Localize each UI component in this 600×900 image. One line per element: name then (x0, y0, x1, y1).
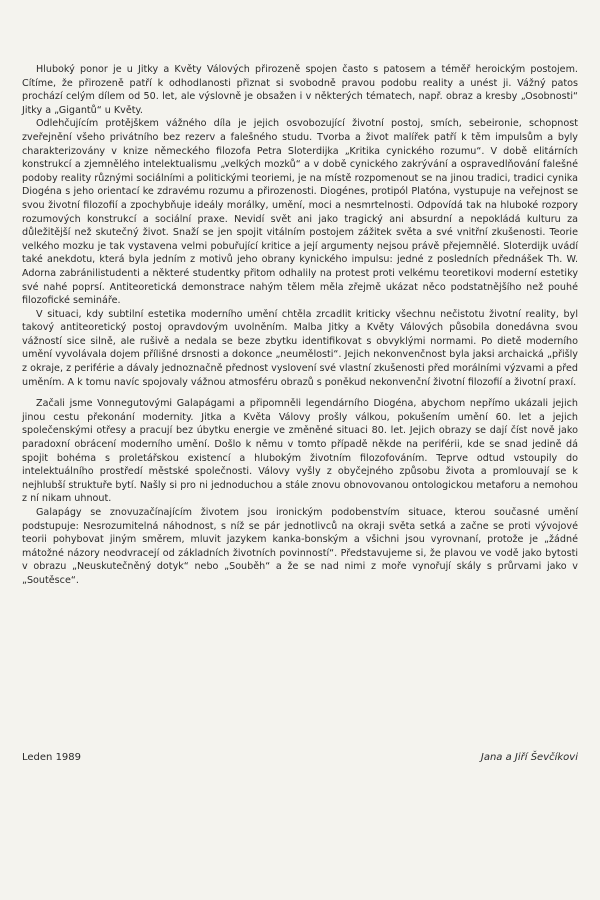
essay-body (22, 63, 578, 588)
paragraph-1: Hluboký ponor je u Jitky a Květy Válových přirozeně spojen často s patosem a téměř heroickým postojem. Cítíme, že přirozeně patří k odhodlanosti přiznat si svobodně pravou podobu reality a unést ji. Vážný patos prochází celým dílem od 50. let, ale výslovně je obsažen i v některých tématech, např. obraz a kresby „Osobnosti“ Jitky a „Gigantů“ u Květy. (22, 64, 578, 116)
paragraph-3: V situaci, kdy subtilní estetika moderního umění chtěla zrcadlit kriticky všechnu nečistotu životní reality, byl takový antiteoretický postoj opravdovým uvolněním. Malba Jitky a Květy Válových působila donedávna svou vážností sice silně, ale rušivě a nedala se beze zbytku identifikovat s obvyklými normami. Po dietě moderního umění vyvolávala dojem přílišné drsnosti a dokonce „neumělosti“. Jejich nekonvenčnost byla jaksi archaická „přišly z okraje, z periférie a dávaly jednoznačně přednost vyslovení své vlastní zkušenosti před morálními výzvami a před uměním. A k tomu navíc spojovaly vážnou atmosféru obrazů s poněkud nekonvenční životní filozofií a životní praxí. (22, 308, 578, 388)
date-text: Leden 1989 (22, 752, 82, 763)
paragraph-5: Galapágy se znovuzačínajícím životem jsou ironickým podobenstvím situace, kterou současné umění podstupuje: Nesrozumitelná náhodnost, s níž se pár jednotlivců na okraji světa setká a začne se proti vývojové teorii pohybovat jiným směrem, mluvit jazykem kanka-bonským a všichni jsou vyrovnaní, protože je „žádné mátožné názory neodvracejí od základních životních povinností“. Představujeme si, že plavou ve vodě jako bytosti v obrazu „Neuskutečněný dotyk“ nebo „Souběh“ a že se nad nimi z moře vynořují skály s průrvami jako v „Soutěsce“. (22, 507, 578, 586)
paragraph-2: Odlehčujícím protějškem vážného díla je jejich osvobozující životní postoj, smích, sebeironie, schopnost zveřejnění všeho privátního bez rezerv a falešného studu. Tvorba a život malířek patří k těm impulsům a byly charakterizovány v knize německého filozofa Petra Sloterdijka „Kritika cynického rozumu“. V době elitárních konstrukcí a zjemnělého intelektualismu „velkých mozků“ a v době cynického zakrývání a ospravedlňování falešné podoby reality různými sociálními a politickými teoriemi, je na místě rozpomenout se na jinou tradici, tradici cynika Diogéna s jeho orientací ke zdravému rozumu a přirozenosti. Diogénes, protipól Platóna, vystupuje na veřejnost se svou životní filozofií a zpochybňuje ideály morálky, umění, moci a nesmrtelnosti. Odpovídá tak na hluboké rozpory rozumových konstrukcí a sociální praxe. Nevidí svět ani jako tragický ani absurdní a nepokládá kulturu za důležitější než skutečný život. Snaží se jen spojit vitálním postojem zážitek světa a své vnitřní zkušenosti. Teorie velkého mozku je tak vystavena velmi pobuřující kritice a její argumenty nejsou právě přejemnělé. Sloterdijk uvádí také anekdotu, která byla jedním z motivů jeho obrany kynického impulsu: jedné z posledních přednášek Th. W. Adorna zabránilistudenti a některé studentky přitom odhalily na protest proti velkému teoretikovi moderní estetiky své nahé poprsí. Antiteoretická demonstrace nahým tělem měla zřejmě ukázat něco podstatnějšího než pouhé filozofické semináře. (22, 118, 578, 307)
authors-text: Jana a Jiří Ševčíkovi (480, 752, 578, 763)
paragraph-4: Začali jsme Vonnegutovými Galapágami a připomněli legendárního Diogéna, abychom nepřímo ukázali jejich jinou cestu překonání modernity. Jitka a Květa Válovy prošly válkou, pokušením umění 60. let a jejich společenskými otřesy a pracují bez úbytku energie ve změněné situaci 80. let. Jejich obrazy se dají číst nově jako paradoxní obrácení moderního umění. Došlo k němu v tomto případě někde na periférii, kde se snad jedině dá spojit bohéma s proletářskou existencí a hlubokým životním filozofováním. Teprve odtud vstoupily do intelektuálního prostředí městské společnosti. Válovy vyšly z obyčejného způsobu života a promlouvají se k nejhlubší struktuře bytí. Našly si pro ni jednoduchou a stále znovu obnovovanou ontologickou metaforu a nemohou z ní nikam uhnout. (22, 398, 578, 505)
